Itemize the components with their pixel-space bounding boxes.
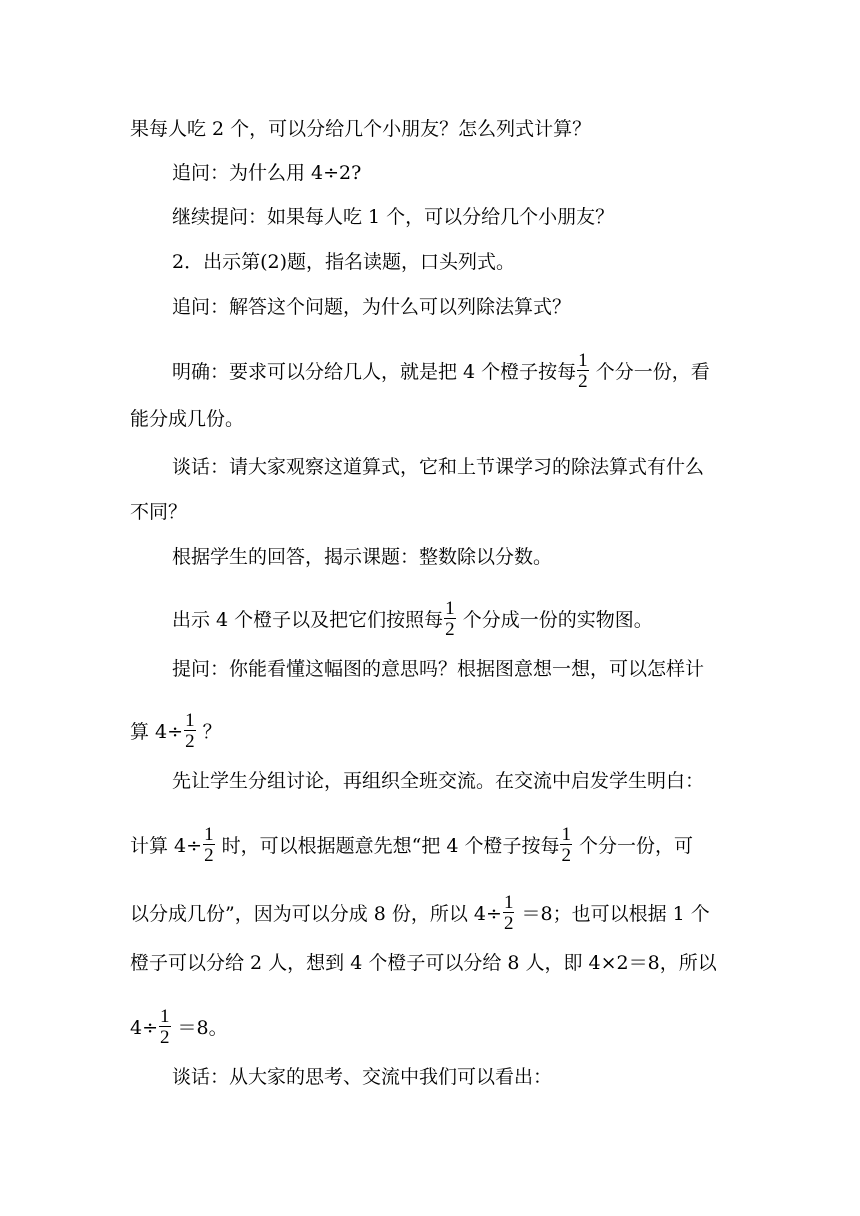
paragraph-line: 谈话：从大家的思考、交流中我们可以看出： (172, 1066, 553, 1088)
fraction (159, 1007, 171, 1047)
fraction (444, 599, 456, 639)
paragraph-line: 追问：为什么用 4÷2? (172, 162, 362, 184)
paragraph-line: 能分成几份。 (130, 408, 245, 430)
text-segment: 时，可以根据题意先想“把 4 个橙子按每 (215, 835, 560, 857)
fraction (503, 893, 515, 933)
fraction-numerator: 1 (578, 350, 588, 371)
text-segment: 计算 4÷ (130, 835, 203, 857)
fraction (203, 825, 215, 865)
paragraph-line: 继续提问：如果每人吃 1 个，可以分给几个小朋友？ (172, 206, 615, 228)
text-segment: 明确：要求可以分给几人，就是把 4 个橙子按每 (172, 361, 577, 383)
paragraph-line (130, 710, 222, 753)
text-segment: 4÷ (130, 1017, 159, 1039)
paragraph-line: 先让学生分组讨论，再组织全班交流。在交流中启发学生明白： (172, 770, 705, 792)
paragraph-line: 2．出示第(2)题，指名读题，口头列式。 (172, 251, 516, 273)
paragraph-line: 不同？ (130, 501, 188, 523)
paragraph-line: 提问：你能看懂这幅图的意思吗？根据图意想一想，可以怎样计 (172, 658, 705, 680)
paragraph-line (130, 892, 710, 935)
fraction-numerator: 1 (503, 892, 514, 913)
text-segment: 算 4÷ (130, 721, 184, 743)
paragraph-line: 根据学生的回答，揭示课题：整数除以分数。 (172, 546, 553, 568)
paragraph-line: 果每人吃 2 个，可以分给几个小朋友？怎么列式计算？ (130, 118, 592, 140)
fraction (577, 351, 589, 391)
fraction-denominator: 2 (578, 371, 588, 392)
fraction-denominator: 2 (503, 913, 514, 934)
fraction (184, 711, 196, 751)
text-segment: 个分一份，可 (572, 835, 694, 857)
text-segment: 个分一份，看 (589, 361, 710, 383)
paragraph-line (130, 824, 694, 867)
paragraph-line (130, 1006, 228, 1049)
paragraph-line (172, 350, 710, 393)
fraction-numerator: 1 (160, 1006, 170, 1027)
fraction-numerator: 1 (185, 710, 195, 731)
paragraph-line: 谈话：请大家观察这道算式，它和上节课学习的除法算式有什么 (172, 456, 705, 478)
text-segment: 出示 4 个橙子以及把它们按照每 (172, 609, 444, 631)
fraction-numerator: 1 (445, 598, 455, 619)
fraction-denominator: 2 (445, 619, 455, 640)
paragraph-line: 追问：解答这个问题，为什么可以列除法算式？ (172, 296, 572, 318)
text-segment: ？ (196, 721, 222, 743)
fraction-denominator: 2 (204, 845, 214, 866)
fraction-numerator: 1 (561, 824, 571, 845)
text-segment: 个分成一份的实物图。 (456, 609, 653, 631)
fraction-denominator: 2 (185, 731, 195, 752)
text-segment: ＝8。 (171, 1017, 228, 1039)
fraction-denominator: 2 (561, 845, 571, 866)
fraction-denominator: 2 (160, 1027, 170, 1048)
fraction-numerator: 1 (204, 824, 214, 845)
fraction (560, 825, 572, 865)
text-segment: ＝8；也可以根据 1 个 (515, 903, 710, 925)
paragraph-line (172, 598, 653, 641)
paragraph-line: 橙子可以分给 2 人，想到 4 个橙子可以分给 8 人，即 4×2＝8，所以 (130, 952, 717, 974)
text-segment: 以分成几份”，因为可以分成 8 份，所以 4÷ (130, 903, 502, 925)
